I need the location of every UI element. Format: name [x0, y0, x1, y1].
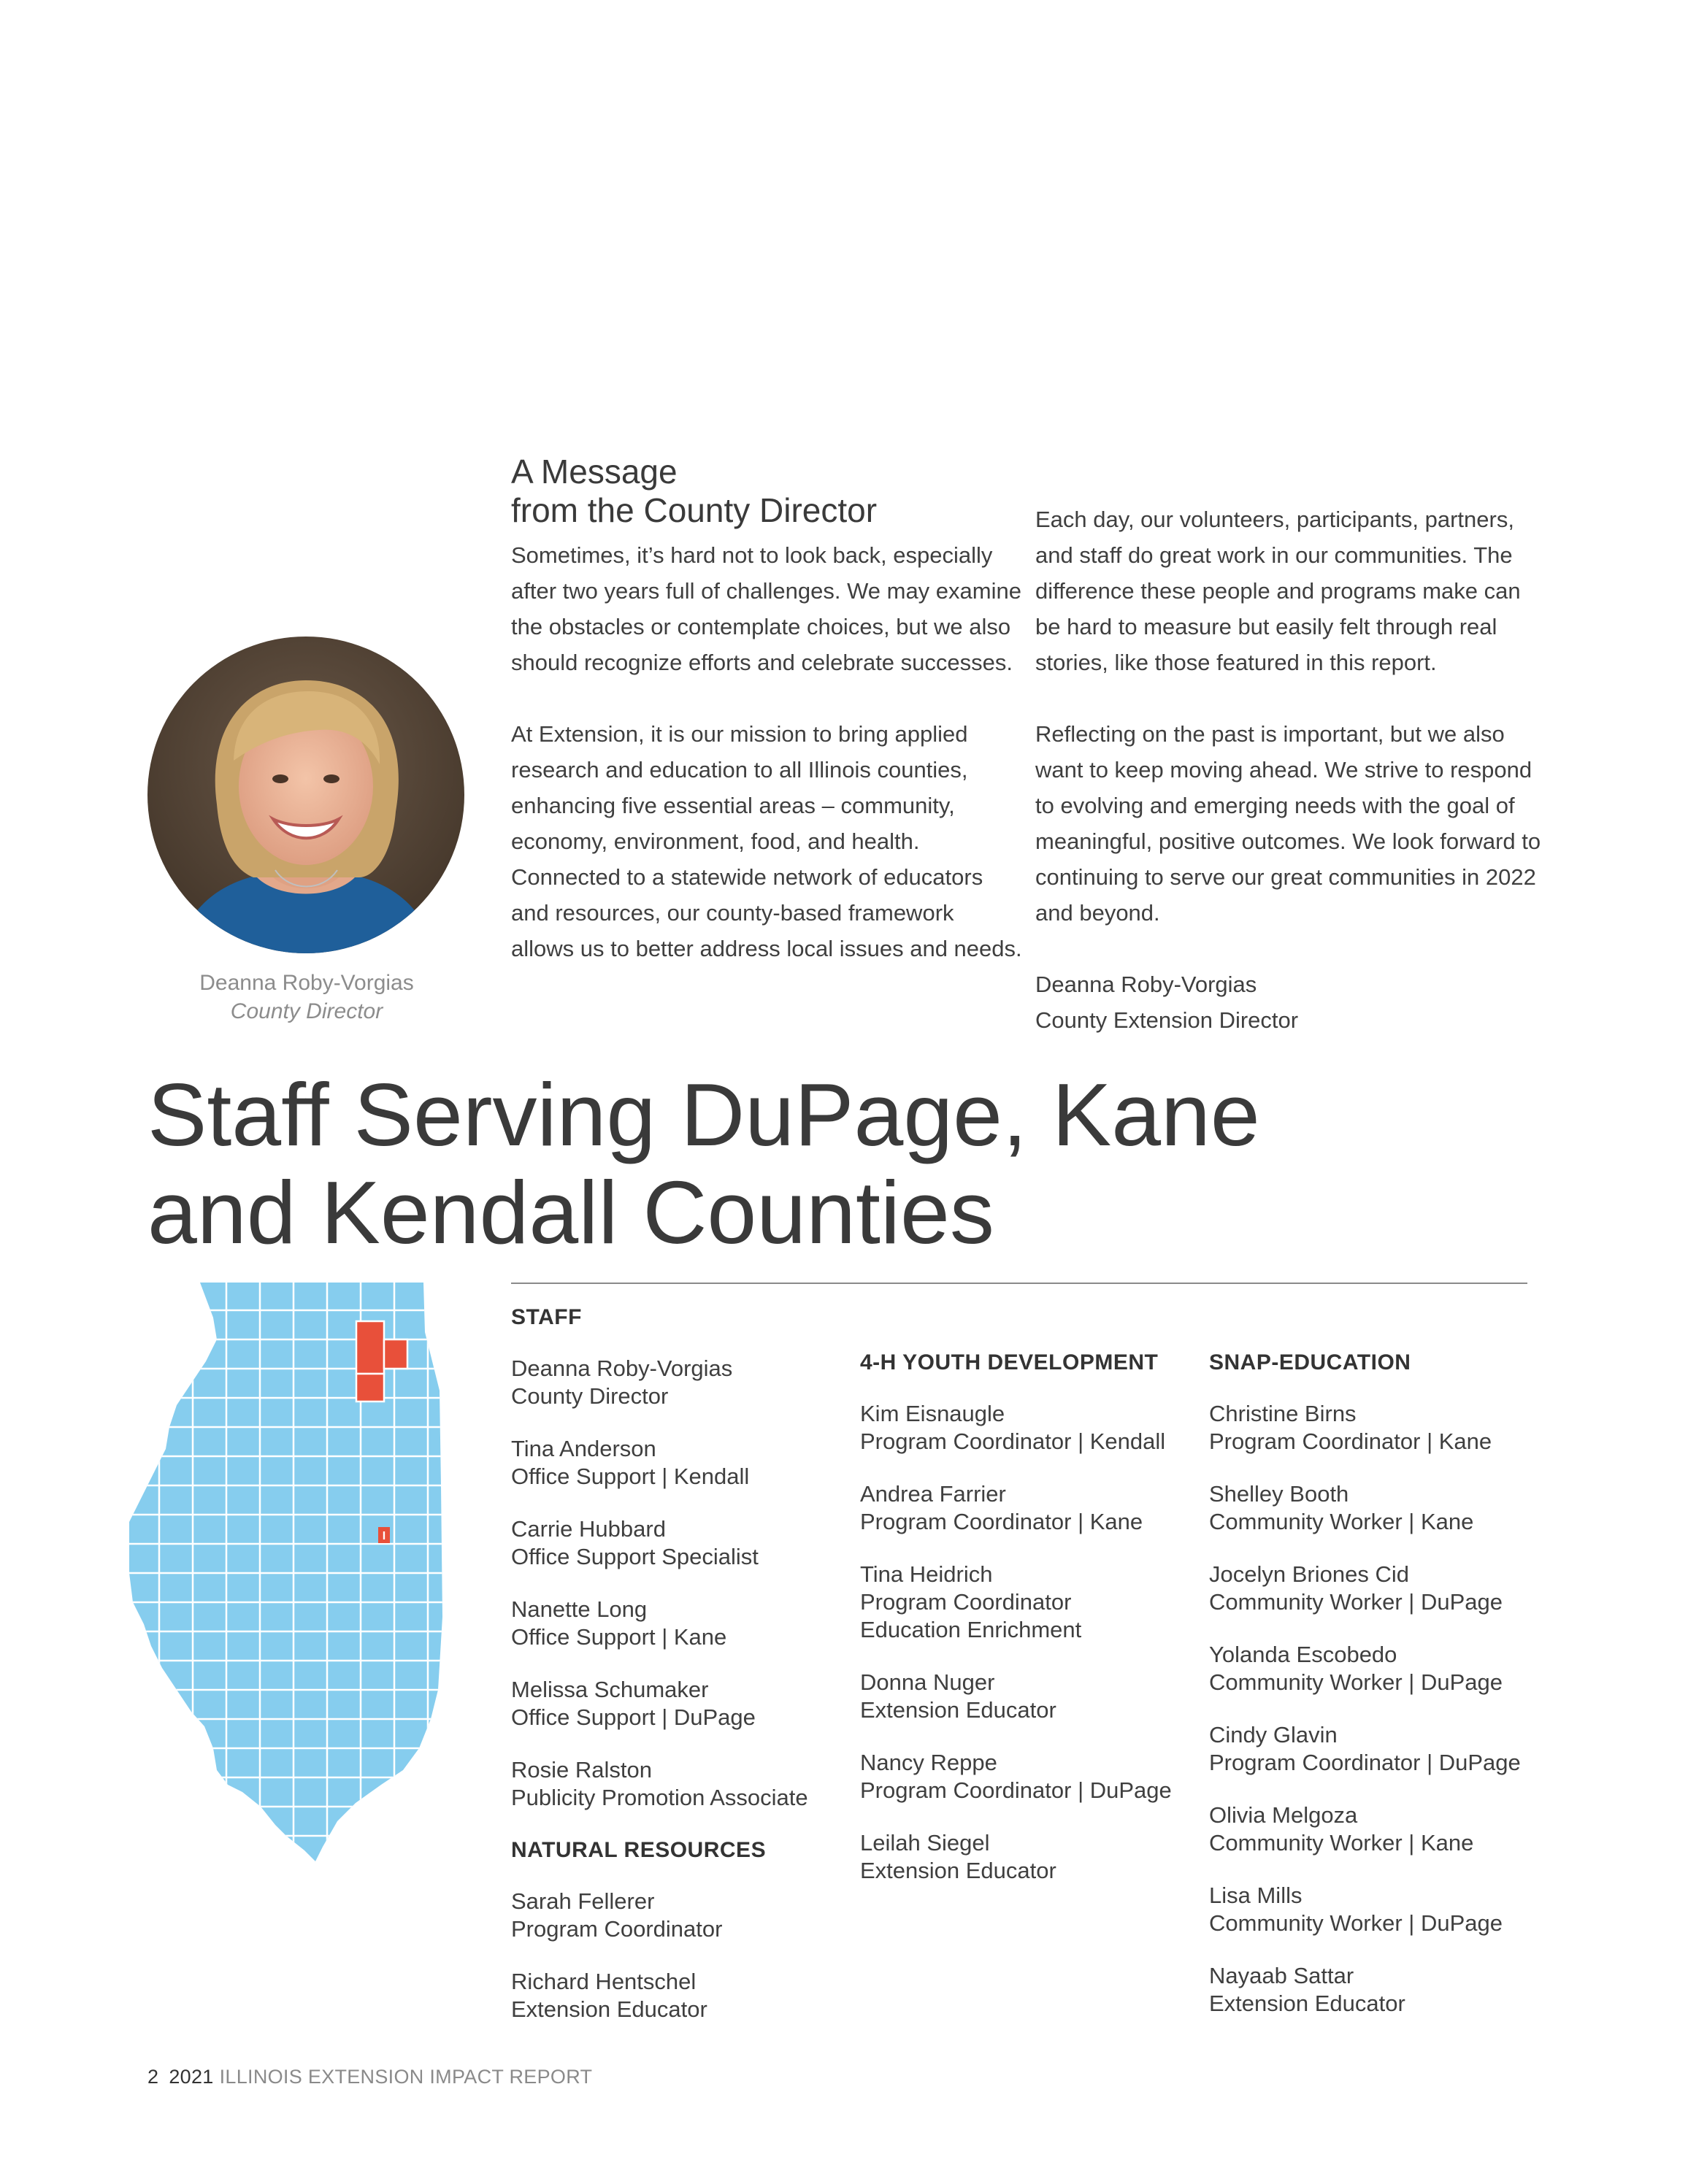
- staff-entry: [1209, 1962, 1552, 2018]
- staff-name: Yolanda Escobedo: [1209, 1642, 1397, 1667]
- staff-role: Program Coordinator | Kendall: [860, 1429, 1166, 1454]
- staff-name: Donna Nuger: [860, 1669, 995, 1695]
- staff-column-2: [860, 1349, 1203, 1885]
- staff-role: Program Coordinator: [860, 1589, 1072, 1615]
- staff-role: Community Worker | Kane: [1209, 1830, 1474, 1856]
- staff-name: Andrea Farrier: [860, 1481, 1006, 1507]
- staff-role: Publicity Promotion Associate: [511, 1785, 808, 1810]
- staff-role: County Director: [511, 1383, 669, 1409]
- staff-name: Leilah Siegel: [860, 1830, 990, 1856]
- staff-name: Nancy Reppe: [860, 1750, 997, 1775]
- staff-entry: [860, 1480, 1203, 1536]
- staff-column-3: [1209, 1349, 1552, 2018]
- staff-role: Program Coordinator | DuPage: [860, 1777, 1172, 1803]
- caption-name: Deanna Roby-Vorgias: [199, 971, 414, 995]
- message-paragraph: Sometimes, it’s hard not to look back, especially after two years full of challenges. We may examine the obstacles or contemplate choices, but we also should recognize efforts and celebrate successes.: [511, 542, 1021, 675]
- staff-name: Tina Anderson: [511, 1436, 656, 1461]
- staff-name: Nanette Long: [511, 1596, 648, 1622]
- staff-role: Extension Educator: [860, 1697, 1056, 1723]
- staff-role: Program Coordinator: [511, 1916, 723, 1942]
- staff-entry: [1209, 1882, 1552, 1937]
- county-kendall: [356, 1374, 384, 1401]
- staff-name: Carrie Hubbard: [511, 1516, 666, 1542]
- staff-name: Tina Heidrich: [860, 1561, 993, 1587]
- staff-entry: [1209, 1400, 1552, 1456]
- section-divider: [511, 1283, 1527, 1284]
- staff-name: Christine Birns: [1209, 1401, 1357, 1426]
- staff-entry: [860, 1561, 1203, 1644]
- footer-year: 2021: [169, 2066, 214, 2088]
- staff-entry: [1209, 1561, 1552, 1616]
- staff-name: Olivia Melgoza: [1209, 1802, 1358, 1828]
- staff-name: Deanna Roby-Vorgias: [511, 1356, 733, 1381]
- staff-role: Extension Educator: [1209, 1991, 1405, 2016]
- staff-role-secondary: Education Enrichment: [860, 1617, 1082, 1642]
- staff-role: Community Worker | DuPage: [1209, 1910, 1503, 1936]
- staff-entry: [511, 1756, 854, 1812]
- staff-heading-line1: Staff Serving DuPage, Kane: [147, 1065, 1260, 1164]
- portrait-illustration: [147, 637, 464, 953]
- county-dupage: [384, 1339, 407, 1369]
- staff-entry: [860, 1829, 1203, 1885]
- staff-name: Shelley Booth: [1209, 1481, 1349, 1507]
- staff-entry: [511, 1515, 854, 1571]
- staff-role: Extension Educator: [860, 1858, 1056, 1883]
- staff-entry: [1209, 1480, 1552, 1536]
- footer-report-title: ILLINOIS EXTENSION IMPACT REPORT: [219, 2066, 593, 2088]
- staff-role: Program Coordinator | DuPage: [1209, 1750, 1521, 1775]
- message-title-line1: A Message: [511, 453, 678, 491]
- staff-name: Richard Hentschel: [511, 1969, 697, 1994]
- message-paragraph: Each day, our volunteers, participants, partners, and staff do great work in our communities. The difference these people and programs make can be hard to measure but easily felt through real stories, like those featured in this report.: [1035, 507, 1521, 675]
- staff-role: Office Support Specialist: [511, 1544, 759, 1569]
- staff-entry: [860, 1749, 1203, 1804]
- staff-name: Cindy Glavin: [1209, 1722, 1338, 1747]
- staff-entry: [1209, 1641, 1552, 1696]
- message-paragraph: At Extension, it is our mission to bring applied research and education to all Illinois counties, enhancing five essential areas – community, economy, environment, food, and health. Connected to a statewide network of educators and resources, our county-based framework allows us to better address local issues and needs.: [511, 721, 1022, 961]
- staff-name: Nayaab Sattar: [1209, 1963, 1354, 1988]
- logo-letter: I: [382, 1530, 386, 1542]
- director-portrait: [147, 637, 464, 953]
- section-heading-4h: 4-H YOUTH DEVELOPMENT: [860, 1350, 1159, 1374]
- staff-name: Jocelyn Briones Cid: [1209, 1561, 1409, 1587]
- staff-entry: [1209, 1721, 1552, 1777]
- staff-role: Office Support | DuPage: [511, 1704, 756, 1730]
- staff-entry: [860, 1400, 1203, 1456]
- staff-entry: [511, 1435, 854, 1491]
- message-title: [511, 453, 877, 530]
- staff-name: Sarah Fellerer: [511, 1888, 655, 1914]
- section-heading-natural-resources: NATURAL RESOURCES: [511, 1838, 767, 1862]
- staff-name: Kim Eisnaugle: [860, 1401, 1005, 1426]
- illinois-map-graphic: [126, 1281, 447, 1865]
- illinois-logo-icon: [378, 1527, 390, 1543]
- page-number: 2: [147, 2066, 159, 2088]
- county-kane: [356, 1321, 384, 1374]
- message-right-column: [1035, 501, 1546, 1038]
- staff-entry: [511, 1968, 854, 2023]
- staff-heading-line2: and Kendall Counties: [147, 1163, 994, 1262]
- section-heading-snap: SNAP-EDUCATION: [1209, 1350, 1411, 1374]
- staff-role: Community Worker | Kane: [1209, 1509, 1474, 1534]
- staff-role: Community Worker | DuPage: [1209, 1669, 1503, 1695]
- staff-role: Program Coordinator | Kane: [1209, 1429, 1492, 1454]
- signature: [1035, 966, 1546, 1038]
- staff-role: Program Coordinator | Kane: [860, 1509, 1143, 1534]
- staff-name: Lisa Mills: [1209, 1883, 1303, 1908]
- staff-name: Melissa Schumaker: [511, 1677, 709, 1702]
- staff-role: Office Support | Kane: [511, 1624, 727, 1650]
- signature-title: County Extension Director: [1035, 1007, 1299, 1033]
- staff-entry: [860, 1669, 1203, 1724]
- staff-entry: [511, 1355, 854, 1410]
- staff-heading: [147, 1066, 1260, 1261]
- message-paragraph: Reflecting on the past is important, but we also want to keep moving ahead. We strive to respond to evolving and emerging needs with the goal of meaningful, positive outcomes. We look forward to continuing to serve our great communities in 2022 and beyond.: [1035, 721, 1541, 926]
- staff-entry: [511, 1676, 854, 1731]
- staff-entry: [1209, 1802, 1552, 1857]
- staff-role: Community Worker | DuPage: [1209, 1589, 1503, 1615]
- message-title-line2: from the County Director: [511, 491, 878, 529]
- staff-name: Rosie Ralston: [511, 1757, 652, 1783]
- signature-name: Deanna Roby-Vorgias: [1035, 972, 1257, 997]
- staff-role: Extension Educator: [511, 1996, 707, 2022]
- section-heading-staff: STAFF: [511, 1305, 582, 1329]
- caption-role: County Director: [230, 999, 383, 1023]
- staff-role: Office Support | Kendall: [511, 1464, 750, 1489]
- message-left-column: [511, 537, 1022, 966]
- staff-column-1: [511, 1304, 854, 2023]
- staff-entry: [511, 1596, 854, 1651]
- portrait-caption: [146, 969, 467, 1026]
- illinois-county-map: [126, 1281, 447, 1865]
- staff-entry: [511, 1888, 854, 1943]
- page-footer: [147, 2066, 592, 2088]
